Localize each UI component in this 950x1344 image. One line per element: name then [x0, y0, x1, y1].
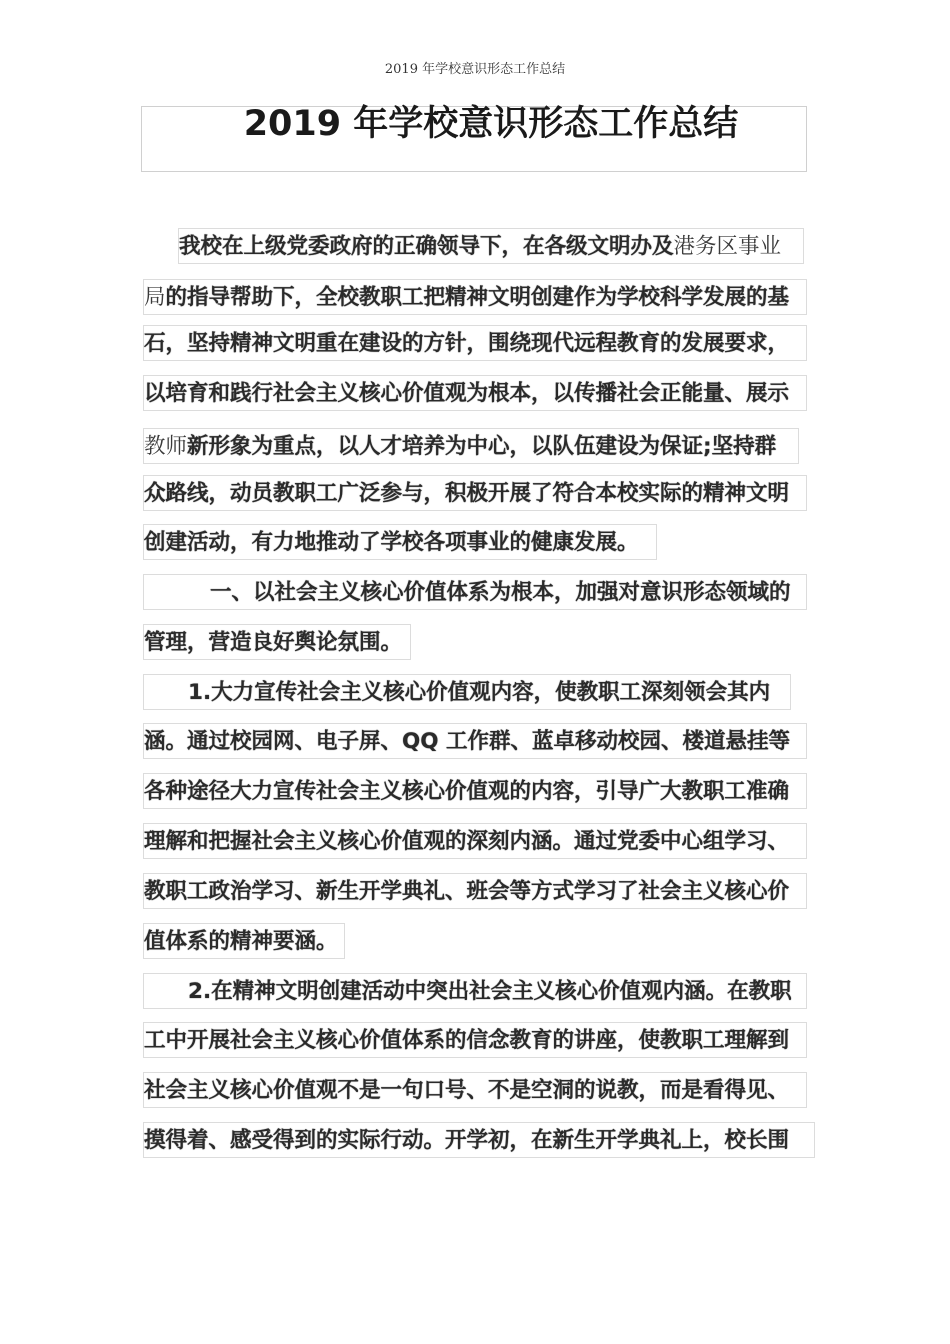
body-line-7: 创建活动，有力地推动了学校各项事业的健康发展。: [143, 524, 657, 560]
item-1-line-1: 1.大力宣传社会主义核心价值观内容，使教职工深刻领会其内: [143, 674, 791, 710]
item-2-line-1: 2.在精神文明创建活动中突出社会主义核心价值观内涵。在教职: [143, 973, 807, 1009]
item-1-line-6: 值体系的精神要涵。: [143, 923, 345, 959]
item-1-line-3: 各种途径大力宣传社会主义核心价值观的内容，引导广大教职工准确: [143, 773, 807, 809]
item-2-line-4: 摸得着、感受得到的实际行动。开学初，在新生开学典礼上，校长围: [143, 1122, 815, 1158]
body-line-5: 教师新形象为重点，以人才培养为中心，以队伍建设为保证;坚持群: [143, 428, 799, 464]
item-1-line-5: 教职工政治学习、新生开学典礼、班会等方式学习了社会主义核心价: [143, 873, 807, 909]
section-heading-1-line-1: 一、以社会主义核心价值体系为根本，加强对意识形态领域的: [143, 574, 807, 610]
document-title: 2019 年学校意识形态工作总结: [243, 104, 739, 144]
body-line-3: 石，坚持精神文明重在建设的方针，围绕现代远程教育的发展要求，: [143, 325, 807, 361]
body-line-4: 以培育和践行社会主义核心价值观为根本，以传播社会正能量、展示: [143, 375, 807, 411]
item-2-line-2: 工中开展社会主义核心价值体系的信念教育的讲座，使教职工理解到: [143, 1022, 807, 1058]
running-header: 2019 年学校意识形态工作总结: [384, 62, 566, 77]
body-line-1: 我校在上级党委政府的正确领导下，在各级文明办及港务区事业: [178, 228, 804, 264]
body-line-2: 局的指导帮助下，全校教职工把精神文明创建作为学校科学发展的基: [143, 279, 807, 315]
section-heading-1-line-2: 管理，营造良好舆论氛围。: [143, 624, 411, 660]
item-2-line-3: 社会主义核心价值观不是一句口号、不是空洞的说教，而是看得见、: [143, 1072, 807, 1108]
item-1-line-2: 涵。通过校园网、电子屏、QQ 工作群、蓝卓移动校园、楼道悬挂等: [143, 723, 807, 759]
item-1-line-4: 理解和把握社会主义核心价值观的深刻内涵。通过党委中心组学习、: [143, 823, 807, 859]
body-line-6: 众路线，动员教职工广泛参与，积极开展了符合本校实际的精神文明: [143, 475, 807, 511]
